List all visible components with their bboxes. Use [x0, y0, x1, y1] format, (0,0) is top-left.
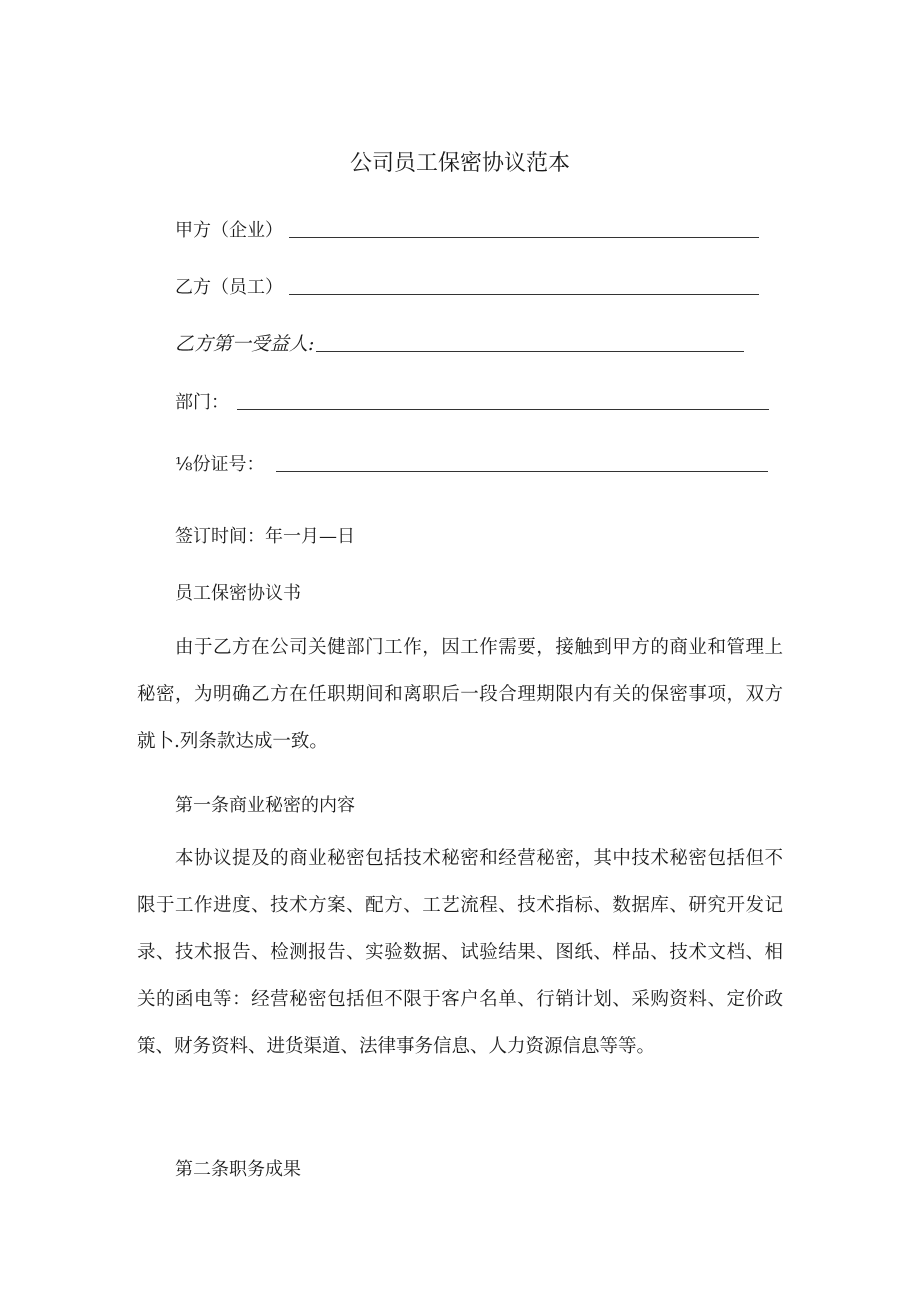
beneficiary-blank-line: [316, 350, 744, 352]
beneficiary-label: 乙方第一受益人:: [175, 333, 315, 355]
id-number-field: [175, 450, 768, 476]
party-a-label: 甲方（企业）: [175, 220, 283, 241]
document-title: 公司员工保密协议范本: [349, 151, 570, 176]
id-number-blank-line: [276, 470, 768, 472]
department-field: [175, 388, 769, 414]
party-b-blank-line: [289, 293, 759, 295]
beneficiary-field: [175, 329, 744, 356]
agreement-heading: 员工保密协议书: [175, 583, 301, 604]
sign-date: 签订时间：年一月—日: [175, 526, 355, 547]
party-b-label: 乙方（员工）: [175, 277, 283, 298]
department-label: 部门：: [175, 392, 229, 413]
article-1-body: 本协议提及的商业秘密包括技术秘密和经营秘密，其中技术秘密包括但不限于工作进度、技术方案、配方、工艺流程、技术指标、数据库、研究开发记录、技术报告、检测报告、实验数据、试验结果、图纸、样品、技术文档、相关的函电等：经营秘密包括但不限于客户名单、行销计划、采购资料、定价政策、财务资料、进货渠道、法律事务信息、人力资源信息等等。: [137, 848, 783, 1057]
party-a-field: [175, 216, 759, 242]
id-number-label: ⅛份证号：: [175, 454, 265, 475]
intro-paragraph: 由于乙方在公司关健部门工作，因工作需要，接触到甲方的商业和管理上秘密，为明确乙方在任职期间和离职后一段合理期限内有关的保密事项，双方就卜.列条款达成一致。: [137, 637, 783, 752]
department-blank-line: [237, 408, 769, 410]
article-2-title: 第二条职务成果: [175, 1159, 301, 1180]
party-a-blank-line: [289, 236, 759, 238]
article-1-title: 第一条商业秘密的内容: [175, 795, 355, 816]
party-b-field: [175, 273, 759, 299]
